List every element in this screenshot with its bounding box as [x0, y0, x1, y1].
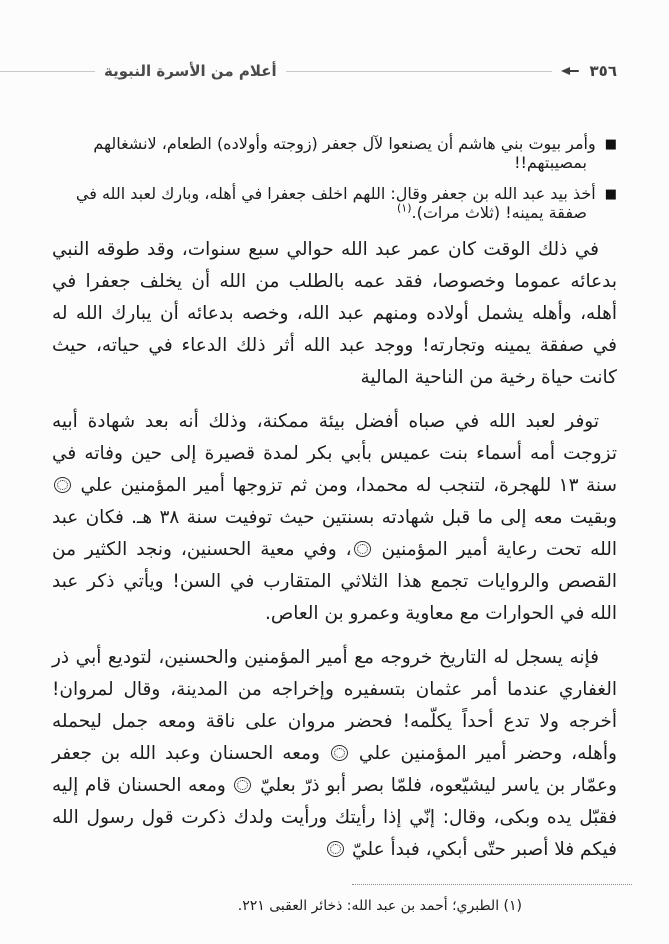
body-paragraph: توفر لعبد الله في صباه أفضل بيئة ممكنة، وذلك أنه بعد شهادة أبيه تزوجت أمه أسماء بنت عميس بأبي بكر لمدة قصيرة إلى حين وفاته في سنة ١٣ للهجرة، لتنجب له محمدا، ومن ثم تزوجها أمير المؤمنين علي وبقيت معه إلى ما قبل شهادته بسنتين حيث توفيت سنة ٣٨ هـ. فكان عبد الله تحت رعاية أمير المؤمنين ، وفي معية الحسنين، ونجد الكثير من القصص والروايات تجمع هذا الثلاثي المتقارب في السن! ويأتي ذكر عبد الله في الحوارات مع معاوية وعمرو بن العاص. [52, 411, 617, 624]
honorific-alayhis-salam-icon [354, 541, 371, 557]
honorific-alayhis-salam-icon [234, 777, 251, 793]
bullet-item [52, 184, 617, 222]
bullet-item [52, 134, 617, 172]
bullet-square-icon: ■ [604, 187, 617, 202]
honorific-alayhis-salam-icon [331, 745, 348, 761]
footnote: (١) الطبري؛ أحمد بن عبد الله: ذخائر العقبى ٢٢١. [237, 898, 522, 914]
footnote-separator [352, 884, 632, 885]
page-body [52, 134, 617, 866]
bullet-square-icon: ■ [604, 137, 617, 152]
page-number-arrow-icon [561, 66, 581, 76]
body-paragraph: في ذلك الوقت كان عمر عبد الله حوالي سبع سنوات، وقد طوقه النبي بدعائه عموما وخصوصا، فقد عمه بالطلب من الله أن يخلف جعفرا في أهله، وأهله يشمل أولاده ومنهم عبد الله، وخصه بدعائه أن يبارك الله له في صفقة يمينه وتجارته! ووجد عبد الله أثر ذلك الدعاء في حياته، حيث كانت حياة رخية من الناحية المالية [52, 239, 617, 388]
running-head-title: أعلام من الأسرة النبوية [104, 62, 277, 80]
running-head [0, 62, 617, 80]
bullet-text: وأمر بيوت بني هاشم أن يصنعوا لآل جعفر (زوجته وأولاده) الطعام، لانشغالهم بمصيبتهم!! [93, 134, 596, 172]
bullet-text: أخذ بيد عبد الله بن جعفر وقال: اللهم اخلف جعفرا في أهله، وبارك لعبد الله في صفقة يمينه! (ثلاث مرات). [75, 184, 596, 222]
header-rule [286, 71, 552, 72]
honorific-alayhis-salam-icon [54, 477, 71, 493]
footnote-ref: (١) [396, 201, 412, 215]
body-paragraph: فإنه يسجل له التاريخ خروجه مع أمير المؤمنين والحسنين، لتوديع أبي ذر الغفاري عندما أمر عثمان بتسفيره وإخراجه من المدينة، وقال لمروان! أخرجه ولا تدع أحداً يكلّمه! فحضر مروان على ناقة ومعه جمل ليحمله وأهله، وحضر أمير المؤمنين علي ومعه الحسنان وعبد الله بن جعفر وعمّار بن ياسر ليشيّعوه، فلمّا بصر أبو ذرّ بعليّ ومعه الحسنان قام إليه فقبّل يده وبكى، وقال: إنّي إذا رأيتك ورأيت ولدك ذكرت قول رسول الله فيكم فلا أصبر حتّى أبكي، فبدأ عليّ [52, 647, 617, 860]
honorific-alayhis-salam-icon [327, 841, 344, 857]
page-number: ٣٥٦ [589, 62, 617, 80]
header-rule [0, 71, 95, 72]
